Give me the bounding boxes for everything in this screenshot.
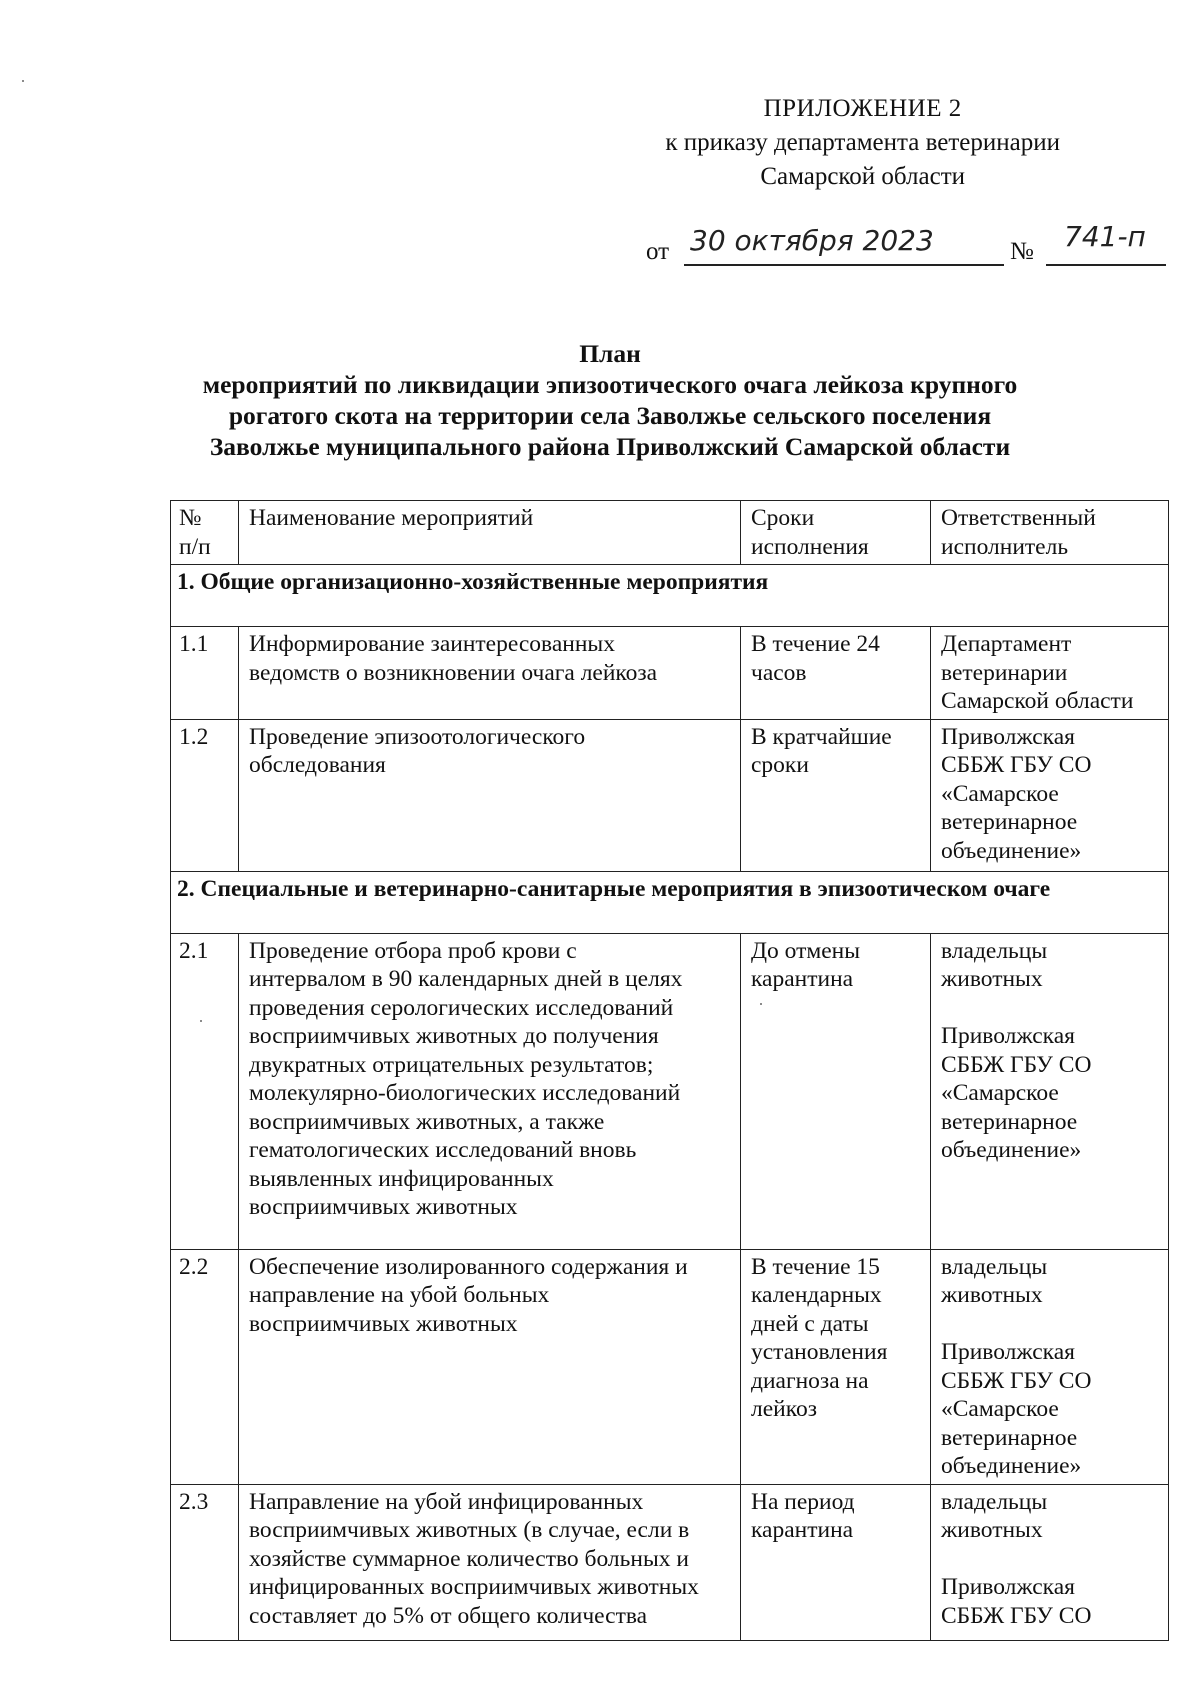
row-responsible: Приволжская СББЖ ГБУ СО «Самарское ветеринарное объединение» [931, 719, 1169, 871]
table-row [171, 719, 1169, 871]
scan-speck [22, 80, 24, 82]
number-underline [1046, 264, 1166, 266]
header-responsible: Ответственный исполнитель [931, 501, 1169, 565]
row-num: 1.2 [171, 719, 239, 871]
section-row [171, 871, 1169, 933]
table-row [171, 627, 1169, 720]
row-name: Проведение отбора проб крови с интервалом в 90 календарных дней в целях проведения серологических исследований восприимчивых животных до получения двукратных отрицательных результатов; молекулярно-биологических исследований восприимчивых животных, а также гематологических исследований вновь выявленных инфицированных восприимчивых животных [239, 933, 741, 1249]
table-row [171, 933, 1169, 1249]
order-number-handwritten: 741-п [1064, 220, 1146, 253]
section-1-title: 1. Общие организационно-хозяйственные мероприятия [171, 565, 1169, 627]
number-label: № [1010, 238, 1034, 265]
row-term: В кратчайшие сроки [741, 719, 931, 871]
header-term: Сроки исполнения [741, 501, 931, 565]
row-name: Информирование заинтересованных ведомств о возникновении очага лейкоза [239, 627, 741, 720]
appendix-region: Самарской области [760, 163, 965, 190]
row-term: В течение 24 часов [741, 627, 931, 720]
table-header-row [171, 501, 1169, 565]
appendix-title: ПРИЛОЖЕНИЕ 2 [763, 95, 962, 122]
row-term: В течение 15 календарных дней с даты установления диагноза на лейкоз [741, 1249, 931, 1484]
row-num: 2.2 [171, 1249, 239, 1484]
from-label: от [646, 238, 670, 265]
plan-heading: План [579, 339, 641, 368]
header-num: № п/п [171, 501, 239, 565]
plan-subtitle-line3: Заволжье муниципального района Приволжский Самарской области [209, 432, 1011, 461]
row-num: 2.1 [171, 933, 239, 1249]
plan-title [150, 338, 1070, 462]
date-underline [684, 264, 1004, 266]
row-name: Обеспечение изолированного содержания и направление на убой больных восприимчивых животных [239, 1249, 741, 1484]
row-term: До отмены карантина [741, 933, 931, 1249]
row-num: 1.1 [171, 627, 239, 720]
plan-subtitle-line2: рогатого скота на территории села Заволжье сельского поселения [228, 401, 992, 430]
row-responsible: владельцы животных Приволжская СББЖ ГБУ СО «Самарское ветеринарное объединение» [931, 1249, 1169, 1484]
measures-table [170, 500, 1169, 1641]
row-responsible: владельцы животных Приволжская СББЖ ГБУ СО [931, 1484, 1169, 1640]
scan-speck [760, 1003, 762, 1005]
appendix-subtitle: к приказу департамента ветеринарии [665, 129, 1060, 156]
row-name: Проведение эпизоотологического обследования [239, 719, 741, 871]
row-term: На период карантина [741, 1484, 931, 1640]
table-row [171, 1484, 1169, 1640]
order-date-handwritten: 30 октября 2023 [690, 224, 934, 257]
appendix-block [665, 92, 1060, 194]
scan-speck [200, 1020, 202, 1022]
row-responsible: владельцы животных Приволжская СББЖ ГБУ СО «Самарское ветеринарное объединение» [931, 933, 1169, 1249]
header-name: Наименование мероприятий [239, 501, 741, 565]
section-2-title: 2. Специальные и ветеринарно-санитарные мероприятия в эпизоотическом очаге [171, 871, 1169, 933]
row-responsible: Департамент ветеринарии Самарской области [931, 627, 1169, 720]
section-row [171, 565, 1169, 627]
row-num: 2.3 [171, 1484, 239, 1640]
plan-subtitle-line1: мероприятий по ликвидации эпизоотического очага лейкоза крупного [202, 370, 1018, 399]
table-row [171, 1249, 1169, 1484]
row-name: Направление на убой инфицированных восприимчивых животных (в случае, если в хозяйстве суммарное количество больных и инфицированных восприимчивых животных составляет до 5% от общего количества [239, 1484, 741, 1640]
